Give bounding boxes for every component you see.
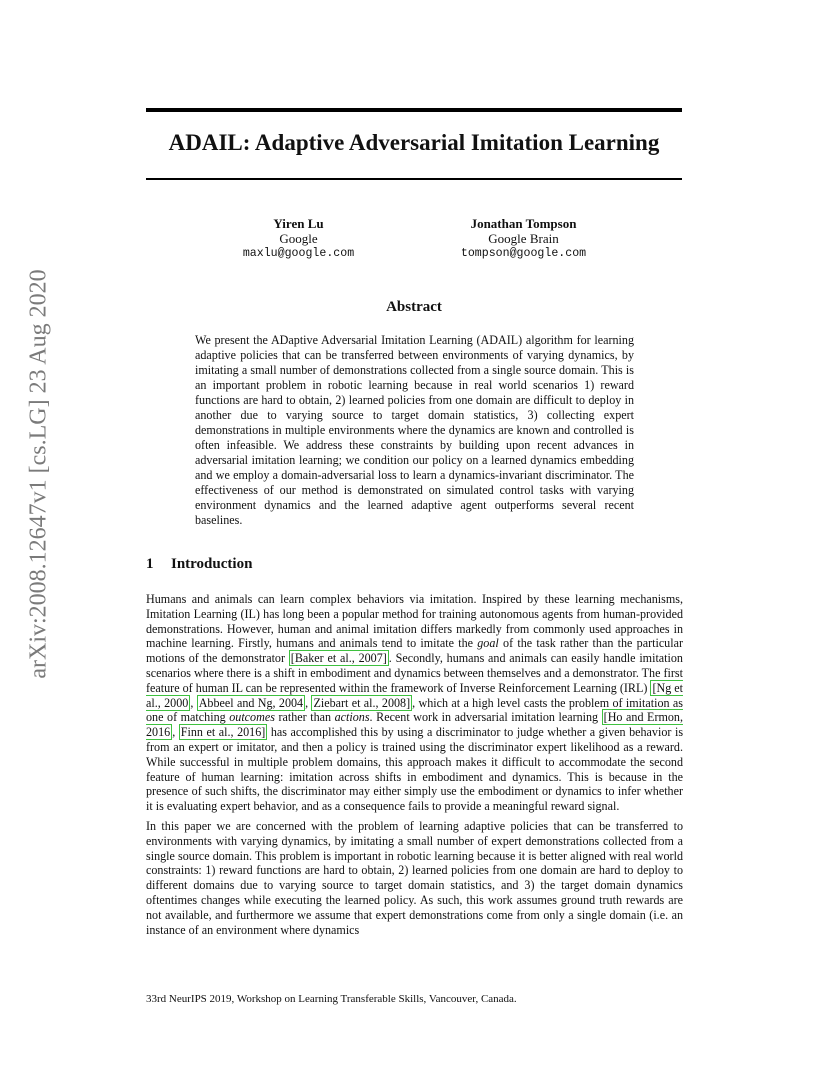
emphasis-actions: actions xyxy=(334,710,370,725)
citation-link[interactable]: [Ng et al., 2000 xyxy=(146,680,684,710)
emphasis-goal: goal xyxy=(477,636,499,651)
section-number: 1 xyxy=(146,556,154,572)
paper-title: ADAIL: Adaptive Adversarial Imitation Learning xyxy=(168,130,660,155)
top-rule xyxy=(146,108,682,112)
citation-link[interactable]: Finn et al., 2016] xyxy=(180,725,266,740)
author-block xyxy=(146,216,682,266)
abstract-body: We present the ADaptive Adversarial Imitation Learning (ADAIL) algorithm for learning adaptive policies that can be transferred between environments of varying dynamics, by imitating a small number of demonstrations collected from a single source domain. This is an important problem in robotic learning because in real world scenarios 1) reward functions are hard to obtain, 2) learned policies from one domain are difficult to deploy in another due to varying source to target domain statistics, 3) collecting expert demonstrations in multiple environments where the dynamics are known and controlled is often infeasible. We address these constraints by building upon recent advances in adversarial imitation learning; we condition our policy on a learned dynamics embedding and we employ a domain-adversarial loss to learn a dynamics-invariant discriminator. The effectiveness of our method is demonstrated on simulated control tasks with varying environment dynamics and the learned adaptive agent outperforms several recent baselines. xyxy=(195,333,634,527)
author-1 xyxy=(216,216,381,261)
introduction-body xyxy=(146,592,683,942)
intro-paragraph-2: In this paper we are concerned with the problem of learning adaptive policies that can be transferred to environments with varying dynamics, by imitating a small number of expert demonstrations collected from a single source domain. This problem is important in robotic learning because it is better aligned with real world constraints: 1) reward functions are hard to obtain, 2) learned policies from one domain are hard to deploy to different domains due to varying source to target domain statistics, and 3) the target domain dynamics oftentimes changes while executing the learned policy. As such, this work assumes ground truth rewards are not available, and furthermore we assume that expert demonstrations come from only a single domain (i.e. an instance of an environment where dynamics xyxy=(146,818,683,937)
citation-link[interactable]: [Ho and Ermon, 2016 xyxy=(146,710,683,740)
citation-link[interactable]: [Baker et al., 2007] xyxy=(290,651,387,666)
author-affiliation: Google Brain xyxy=(488,231,559,246)
title-bottom-rule xyxy=(146,178,682,180)
author-email: tompson@google.com xyxy=(460,247,587,260)
emphasis-outcomes: outcomes xyxy=(229,710,275,725)
intro-paragraph-1: Humans and animals can learn complex behaviors via imitation. Inspired by these learning mechanisms, Imitation Learning (IL) has long been a popular method for training autonomous agents from human-provided demonstrations. However, human and animal imitation differs markedly from commonly used approaches in machine learning. Firstly, humans and animals tend to imitate the goal of the task rather than the particular motions of the demonstrator [Baker et al., 2007] . Secondly, humans and animals can easily handle imitation scenarios where there is a shift in embodiment and dynamics between themselves and a demonstrator. The first feature of human IL can be represented within the framework of Inverse Reinforcement Learning (IRL) [Ng et al., 2000 , Abbeel and Ng, 2004 , Ziebart et al., 2008] , which at a high level casts the problem of imitation as one of matching outcomes rather than actions. Recent work in adversarial imitation learning [Ho and Ermon, 2016 , Finn et al., 2016] has accomplished this by using a discriminator to judge whether a given behavior is from an expert or imitator, and then a policy is trained using the discriminator expert likelihood as a reward. While successful in multiple problem domains, this approach makes it difficult to accommodate the second feature of human learning: imitation across shifts in embodiment and dynamics. This is because in the presence of such shifts, the discriminator may either simply use the embodiment or dynamics to infer whether it is evaluating expert behavior, and as a consequence fails to provide a meaningful reward signal. xyxy=(146,592,684,814)
author-email: maxlu@google.com xyxy=(242,247,355,260)
arxiv-side-label: arXiv:2008.12647v1 [cs.LG] 23 Aug 2020 xyxy=(25,269,52,679)
abstract-heading: Abstract xyxy=(386,299,442,315)
author-affiliation: Google xyxy=(279,231,318,246)
section-heading xyxy=(146,556,252,573)
author-2 xyxy=(436,216,611,261)
venue-footnote: 33rd NeurIPS 2019, Workshop on Learning Transferable Skills, Vancouver, Canada. xyxy=(146,993,517,1005)
citation-link[interactable]: Ziebart et al., 2008] xyxy=(313,695,411,710)
citation-link[interactable]: Abbeel and Ng, 2004 xyxy=(198,695,304,710)
author-name: Jonathan Tompson xyxy=(470,216,577,231)
section-title: Introduction xyxy=(171,556,253,572)
author-name: Yiren Lu xyxy=(273,216,324,231)
